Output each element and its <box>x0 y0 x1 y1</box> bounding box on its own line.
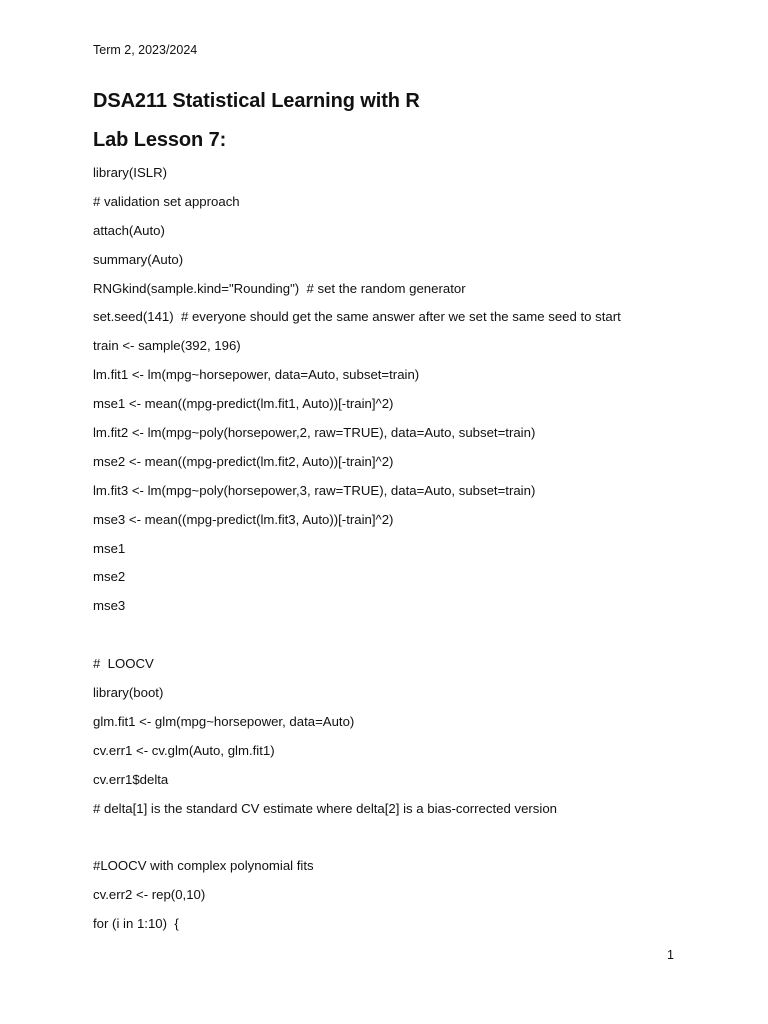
code-line: mse2 <- mean((mpg-predict(lm.fit2, Auto))[-train]^2) <box>93 453 394 469</box>
code-line: summary(Auto) <box>93 251 184 267</box>
code-line: library(boot) <box>93 685 164 701</box>
code-line: # delta[1] is the standard CV estimate where delta[2] is a bias-corrected version <box>93 800 557 816</box>
code-line: #LOOCV with complex polynomial fits <box>93 858 314 874</box>
code-line: cv.err1 <- cv.glm(Auto, glm.fit1) <box>93 742 275 758</box>
code-line: for (i in 1:10) { <box>93 916 179 932</box>
code-line: mse3 <- mean((mpg-predict(lm.fit3, Auto))[-train]^2) <box>93 511 394 527</box>
code-line: cv.err1$delta <box>93 771 169 787</box>
course-title: DSA211 Statistical Learning with R <box>93 90 420 112</box>
blank-line <box>93 625 713 654</box>
term-header: Term 2, 2023/2024 <box>93 43 198 57</box>
code-line: library(ISLR) <box>93 165 168 180</box>
code-line: mse3 <box>93 598 126 614</box>
code-line: mse1 <- mean((mpg-predict(lm.fit1, Auto))[-train]^2) <box>93 396 394 412</box>
code-line: glm.fit1 <- glm(mpg~horsepower, data=Auto) <box>93 713 355 729</box>
code-line: lm.fit1 <- lm(mpg~horsepower, data=Auto, subset=train) <box>93 367 420 383</box>
page-number: 1 <box>667 948 674 962</box>
code-line: set.seed(141) # everyone should get the same answer after we set the same seed to start <box>93 309 621 325</box>
code-line: mse2 <box>93 569 126 585</box>
lesson-title: Lab Lesson 7: <box>93 129 227 151</box>
code-line: # validation set approach <box>93 193 240 209</box>
blank-line <box>93 827 713 856</box>
code-line: cv.err2 <- rep(0,10) <box>93 887 206 903</box>
code-line: train <- sample(392, 196) <box>93 338 241 354</box>
code-listing <box>93 163 713 943</box>
code-line: # LOOCV <box>93 656 154 672</box>
code-line: mse1 <box>93 540 126 556</box>
code-line: attach(Auto) <box>93 222 165 238</box>
code-line: lm.fit2 <- lm(mpg~poly(horsepower,2, raw=TRUE), data=Auto, subset=train) <box>93 425 536 441</box>
code-line: lm.fit3 <- lm(mpg~poly(horsepower,3, raw=TRUE), data=Auto, subset=train) <box>93 482 536 498</box>
code-line: RNGkind(sample.kind="Rounding") # set the random generator <box>93 280 466 296</box>
